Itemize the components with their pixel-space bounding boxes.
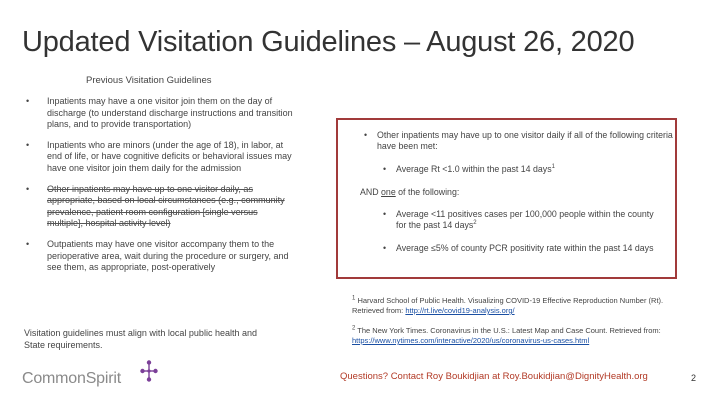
criteria-intro-text: Other inpatients may have up to one visitor daily if all of the following criteria have been met: bbox=[377, 130, 673, 152]
bullet-icon: • bbox=[383, 164, 387, 174]
bullet-icon: • bbox=[26, 183, 30, 194]
footnote-ref-1: 1 bbox=[551, 164, 555, 171]
logo-wordmark: CommonSpirit bbox=[22, 370, 121, 387]
list-item bbox=[24, 96, 296, 131]
positives-criterion-text: Average <11 positives cases per 100,000 people within the county for the past 14 days bbox=[396, 209, 654, 231]
and-one-line bbox=[360, 187, 640, 198]
minors-visitor-text: Inpatients who are minors (under the age of 18), in labor, at end of life, or have cognitive deficits or behavioral issues may have one visitor join them daily for the admission bbox=[47, 139, 292, 173]
updated-criteria-box bbox=[336, 118, 677, 279]
rt-criterion-text: Average Rt <1.0 within the past 14 days bbox=[396, 164, 552, 174]
previous-guidelines-list bbox=[24, 96, 296, 274]
and-one-emphasis: one bbox=[381, 187, 396, 197]
and-suffix: of the following: bbox=[395, 187, 460, 197]
slide-title: Updated Visitation Guidelines – August 26, 2020 bbox=[22, 26, 635, 58]
bullet-icon: • bbox=[26, 238, 30, 249]
logo-spirit-icon bbox=[140, 360, 158, 382]
footnotes bbox=[352, 296, 682, 346]
previous-guidelines-heading: Previous Visitation Guidelines bbox=[86, 75, 212, 86]
footnote-number: 2 bbox=[352, 325, 356, 332]
bullet-icon: • bbox=[383, 243, 387, 253]
footnote-text: The New York Times. Coronavirus in the U.S.: Latest Map and Case Count. Retrieved from: bbox=[357, 326, 661, 335]
contact-link[interactable]: Questions? Contact Roy Boukidjian at Roy.Boukidjian@DignityHealth.org bbox=[340, 371, 648, 382]
struck-other-inpatients-text: Other inpatients may have up to one visitor daily, as appropriate, based on local circumstances (e.g., community prevalence, patient room configuration [single versus multiple], hospital activity level) bbox=[47, 183, 285, 229]
and-prefix: AND bbox=[360, 187, 382, 197]
bullet-icon: • bbox=[26, 139, 30, 150]
bullet-icon: • bbox=[383, 209, 387, 219]
discharge-visitor-text: Inpatients may have a one visitor join them on the day of discharge (to understand discharge instructions and transition plans, and to provide transportation) bbox=[47, 96, 293, 130]
pcr-criterion-item bbox=[383, 243, 666, 254]
pcr-criterion-text: Average ≤5% of county PCR positivity rate within the past 14 days bbox=[396, 243, 654, 253]
list-item bbox=[24, 239, 296, 274]
list-item bbox=[24, 184, 296, 230]
positives-criterion-item bbox=[383, 209, 666, 231]
alignment-note: Visitation guidelines must align with local public health and State requirements. bbox=[24, 328, 257, 350]
commonspirit-logo bbox=[22, 360, 162, 392]
footnote-text: Harvard School of Public Health. Visualizing COVID-19 Effective Reproduction Number (Rt). Retrieved from: bbox=[352, 296, 664, 315]
footnote-ref-2: 2 bbox=[473, 220, 477, 227]
rt-criterion-item bbox=[383, 164, 666, 175]
footnote-number: 1 bbox=[352, 295, 356, 302]
footnote-link-rt[interactable]: http://rt.live/covid19-analysis.org/ bbox=[405, 306, 515, 315]
footnote-link-nytimes[interactable]: https://www.nytimes.com/interactive/2020/us/coronavirus-us-cases.html bbox=[352, 336, 590, 345]
criteria-intro-item bbox=[364, 130, 677, 152]
bullet-icon: • bbox=[26, 96, 30, 106]
bullet-icon: • bbox=[364, 130, 368, 140]
footnote-1 bbox=[352, 296, 682, 316]
list-item bbox=[24, 140, 296, 175]
outpatients-visitor-text: Outpatients may have one visitor accompany them to the perioperative area, wait during the procedure or surgery, and see them, as appropriate, post-operatively bbox=[47, 238, 289, 273]
page-number: 2 bbox=[691, 373, 697, 383]
footnote-2 bbox=[352, 326, 682, 346]
